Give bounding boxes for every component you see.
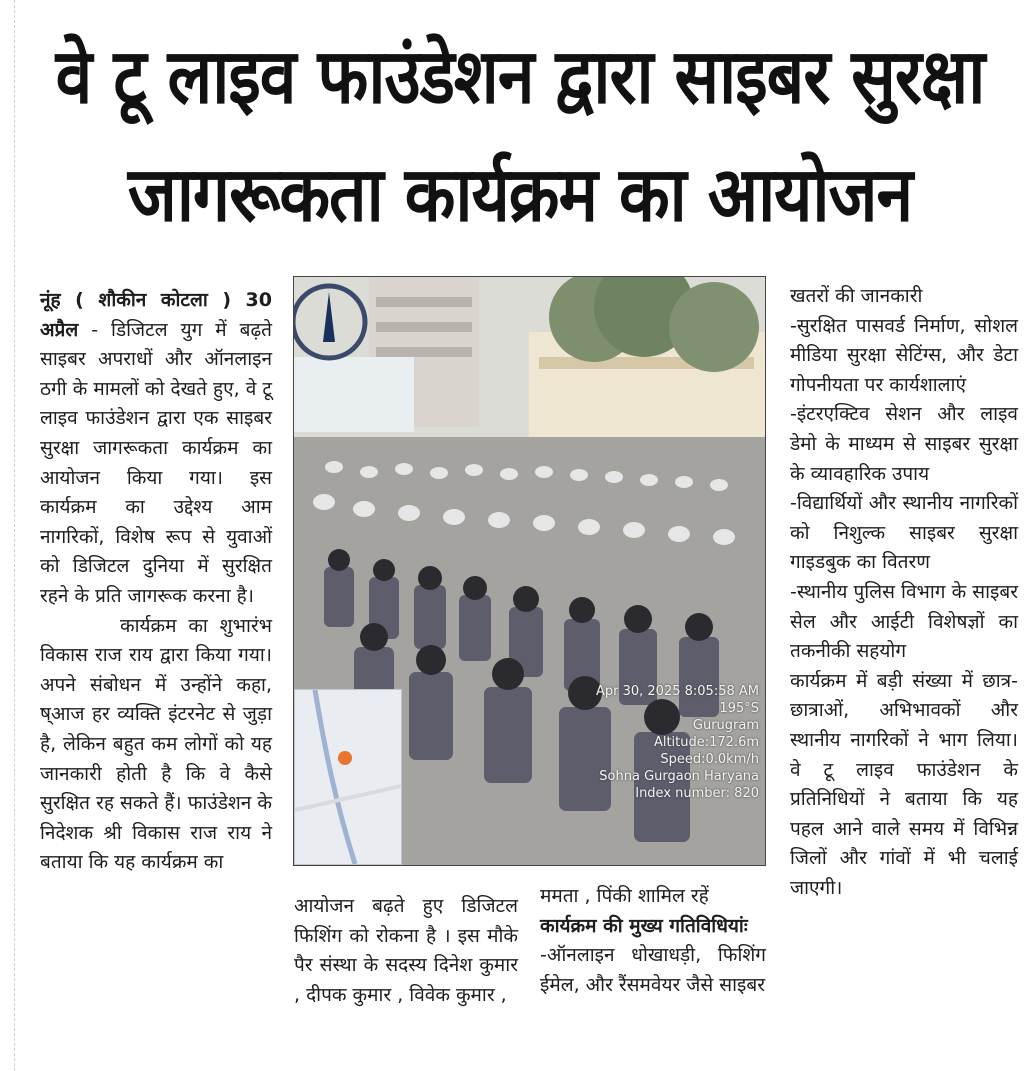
activities-heading: कार्यक्रम की मुख्य गतिविधियांः (540, 914, 748, 937)
middle-1-text: आयोजन बढ़ते हुए डिजिटल फिशिंग को रोकना है । इस मौके पैर संस्था के सदस्य दिनेश कुमार , दीपक कुमार , विवेक कुमार , (294, 895, 518, 1006)
stamp-city: Gurugram (692, 718, 759, 733)
activity-2: -सुरक्षित पासवर्ड निर्माण, सोशल मीडिया सुरक्षा सेटिंग्स, और डेटा गोपनीयता पर कार्यशालाएं (790, 314, 1018, 396)
middle-column-1 (294, 892, 518, 1010)
map-illustration (295, 690, 401, 864)
headline-line-1: वे टू लाइव फाउंडेशन द्वारा साइबर सुरक्षा (55, 32, 985, 121)
activity-1-continued: खतरों की जानकारी (790, 285, 923, 307)
intro-paragraph (40, 286, 272, 612)
location-map-inset (294, 689, 402, 865)
intro-text: - डिजिटल युग में बढ़ते साइबर अपराधों और ऑनलाइन ठगी के मामलों को देखते हुए, वे टू लाइव फाउंडेशन द्वारा एक साइबर सुरक्षा जागरूकता कार्यक्रम का आयोजन किया गया। इस कार्यक्रम का उद्देश्य आम नागरिकों, विशेष रूप से युवाओं को डिजिटल दुनिया में सुरक्षित रहने के प्रति जागरूक करना है। (40, 318, 272, 607)
left-column (40, 286, 272, 878)
stamp-index: Index number: 820 (635, 786, 759, 801)
stamp-altitude: Altitude:172.6m (653, 735, 759, 750)
dateline: नूंह ( शौकीन कोटला ) 30 अप्रैल (40, 289, 272, 341)
stamp-place: Sohna Gurgaon Haryana (599, 769, 759, 784)
activity-4: -विद्यार्थियों और स्थानीय नागरिकों को निशुल्क साइबर सुरक्षा गाइडबुक का वितरण (790, 492, 1018, 574)
stamp-speed: Speed:0.0km/h (660, 752, 759, 767)
activity-5: -स्थानीय पुलिस विभाग के साइबर सेल और आईटी विशेषज्ञों का तकनीकी सहयोग (790, 580, 1018, 663)
closing-paragraph: कार्यक्रम में बड़ी संख्या में छात्र-छात्राओं, अभिभावकों और स्थानीय नागरिकों ने भाग लिया। वे टू लाइव फाउंडेशन के प्रतिनिधियों ने बताया कि यह पहल आने वाले समय में विभिन्न जिलों और गांवों में भी चलाई जाएगी। (790, 669, 1018, 899)
event-photo (293, 276, 766, 866)
stamp-datetime: Apr 30, 2025 8:05:58 AM (595, 684, 759, 699)
middle-column-2 (540, 882, 766, 1000)
member-names: ममता , पिंकी शामिल रहें (540, 885, 709, 907)
photo-geo-stamp (559, 683, 759, 802)
headline-line-2: जागरूकता कार्यक्रम का आयोजन (127, 150, 913, 239)
activity-1: -ऑनलाइन धोखाधड़ी, फिशिंग ईमेल, और रैंसमवेयर जैसे साइबर (540, 944, 766, 996)
activity-3: -इंटरएक्टिव सेशन और लाइव डेमो के माध्यम से साइबर सुरक्षा के व्यावहारिक उपाय (790, 403, 1018, 485)
second-paragraph: कार्यक्रम का शुभारंभ विकास राज राय द्वारा किया गया। अपने संबोधन में उन्होंने कहा, ष्आज हर व्यक्ति इंटरनेट से जुड़ा है, लेकिन बहुत कम लोगों को यह जानकारी होती है कि वे कैसे सुरक्षित रह सकते हैं। फाउंडेशन के निदेशक श्री विकास राज राय ने बताया कि यह कार्यक्रम का (40, 614, 272, 874)
stamp-heading: 195°S (719, 701, 759, 716)
right-column (790, 282, 1018, 903)
page-edge-marks (0, 0, 15, 1071)
